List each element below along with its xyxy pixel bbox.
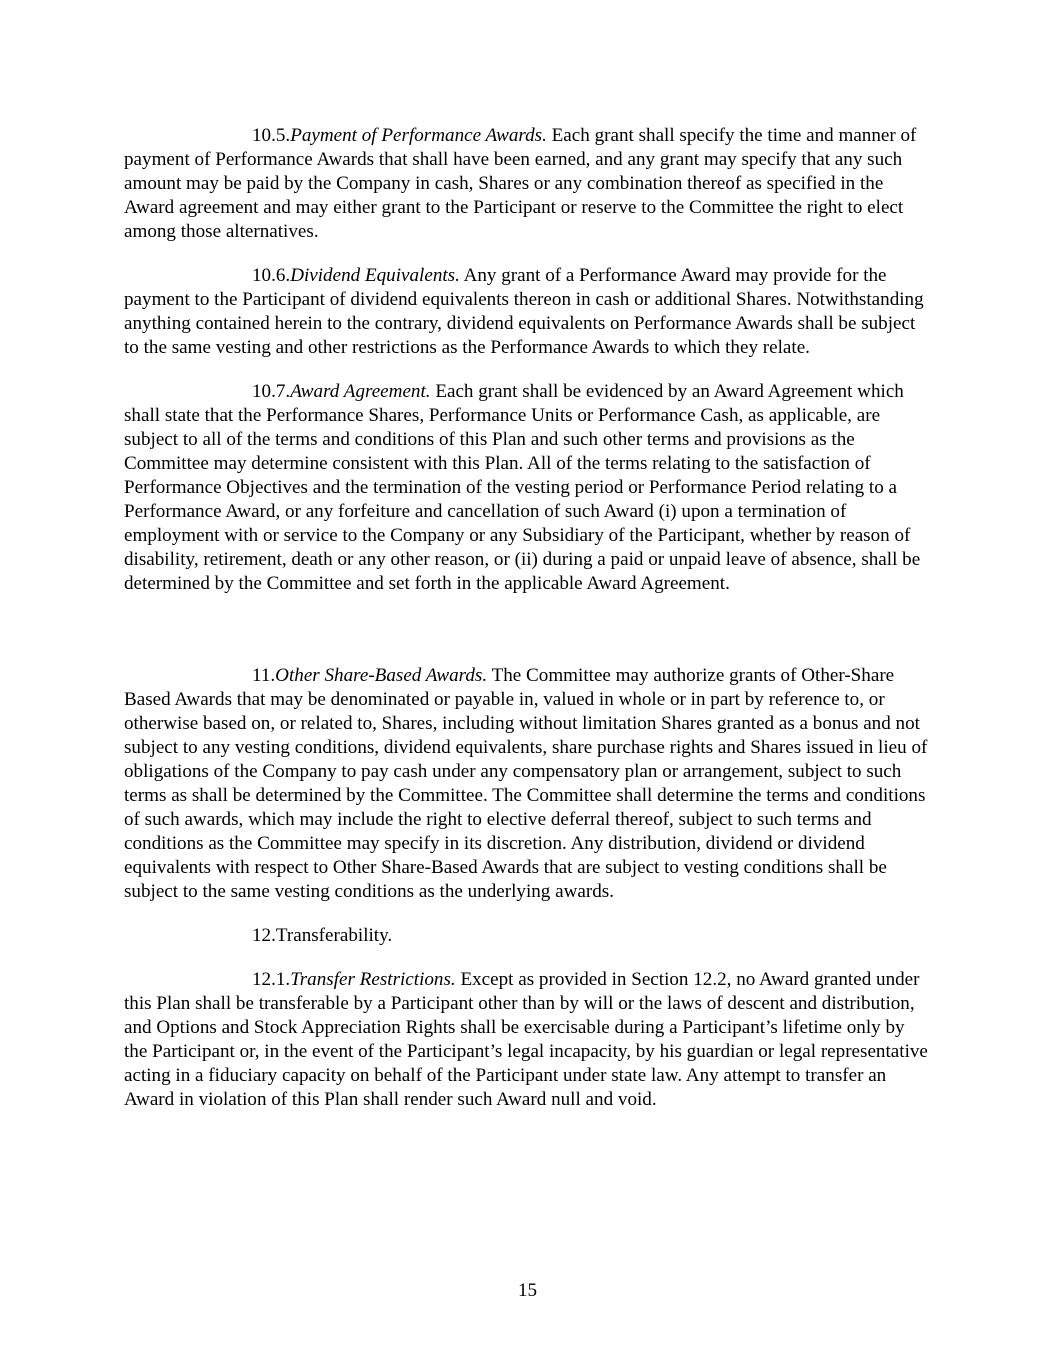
section-number: 12. — [252, 925, 276, 946]
section-12 — [124, 924, 932, 948]
section-heading: Transferability. — [275, 925, 393, 946]
section-title: Award Agreement. — [290, 381, 431, 402]
section-number: 11. — [252, 665, 276, 686]
section-body: Each grant shall specify the time and manner of payment of Performance Awards that shall have been earned, and any grant may specify that any such amount may be paid by the Company in cash, Shares or any combination thereof as specified in the Award agreement and may either grant to the Participant or reserve to the Committee the right to elect among those alternatives. — [124, 125, 917, 242]
section-10-5 — [124, 124, 932, 244]
section-10-6 — [124, 264, 932, 360]
section-title: Other Share-Based Awards. — [275, 665, 488, 686]
section-body: The Committee may authorize grants of Other-Share Based Awards that may be denominated or payable in, valued in whole or in part by reference to, or otherwise based on, or related to, Shares, including without limitation Shares granted as a bonus and not subject to any vesting conditions, dividend equivalents, share purchase rights and Shares issued in lieu of obligations of the Company to pay cash under any compensatory plan or arrangement, subject to such terms as shall be determined by the Committee. The Committee shall determine the terms and conditions of such awards, which may include the right to elective deferral thereof, subject to such terms and conditions as the Committee may specify in its discretion. Any distribution, dividend or dividend equivalents with respect to Other Share-Based Awards that are subject to vesting conditions shall be subject to the same vesting conditions as the underlying awards. — [124, 665, 928, 902]
section-number: 10.5. — [252, 125, 291, 146]
document-page — [124, 124, 932, 1132]
section-number: 12.1. — [252, 969, 291, 990]
section-body: Each grant shall be evidenced by an Award Agreement which shall state that the Performance Shares, Performance Units or Performance Cash, as applicable, are subject to all of the terms and conditions of this Plan and such other terms and provisions as the Committee may determine consistent with this Plan. All of the terms relating to the satisfaction of Performance Objectives and the termination of the vesting period or Performance Period relating to a Performance Award, or any forfeiture and cancellation of such Award (i) upon a termination of employment with or service to the Company or any Subsidiary of the Participant, whether by reason of disability, retirement, death or any other reason, or (ii) during a paid or unpaid leave of absence, shall be determined by the Committee and set forth in the applicable Award Agreement. — [124, 381, 921, 594]
section-number: 10.7. — [252, 381, 291, 402]
section-number: 10.6. — [252, 265, 291, 286]
section-spacer — [124, 616, 932, 664]
section-12-1 — [124, 968, 932, 1112]
section-11 — [124, 664, 932, 904]
section-title: Dividend Equivalents. — [290, 265, 460, 286]
section-body: Any grant of a Performance Award may provide for the payment to the Participant of dividend equivalents thereon in cash or additional Shares. Notwithstanding anything contained herein to the contrary, dividend equivalents on Performance Awards shall be subject to the same vesting and other restrictions as the Performance Awards to which they relate. — [124, 265, 924, 358]
page-number: 15 — [517, 1280, 538, 1301]
section-10-7 — [124, 380, 932, 596]
section-title: Payment of Performance Awards. — [290, 125, 547, 146]
section-body: Except as provided in Section 12.2, no Award granted under this Plan shall be transferable by a Participant other than by will or the laws of descent and distribution, and Options and Stock Appreciation Rights shall be exercisable during a Participant’s lifetime only by the Participant or, in the event of the Participant’s legal incapacity, by his guardian or legal representative acting in a fiduciary capacity on behalf of the Participant under state law. Any attempt to transfer an Award in violation of this Plan shall render such Award null and void. — [124, 969, 928, 1110]
section-title: Transfer Restrictions. — [290, 969, 456, 990]
